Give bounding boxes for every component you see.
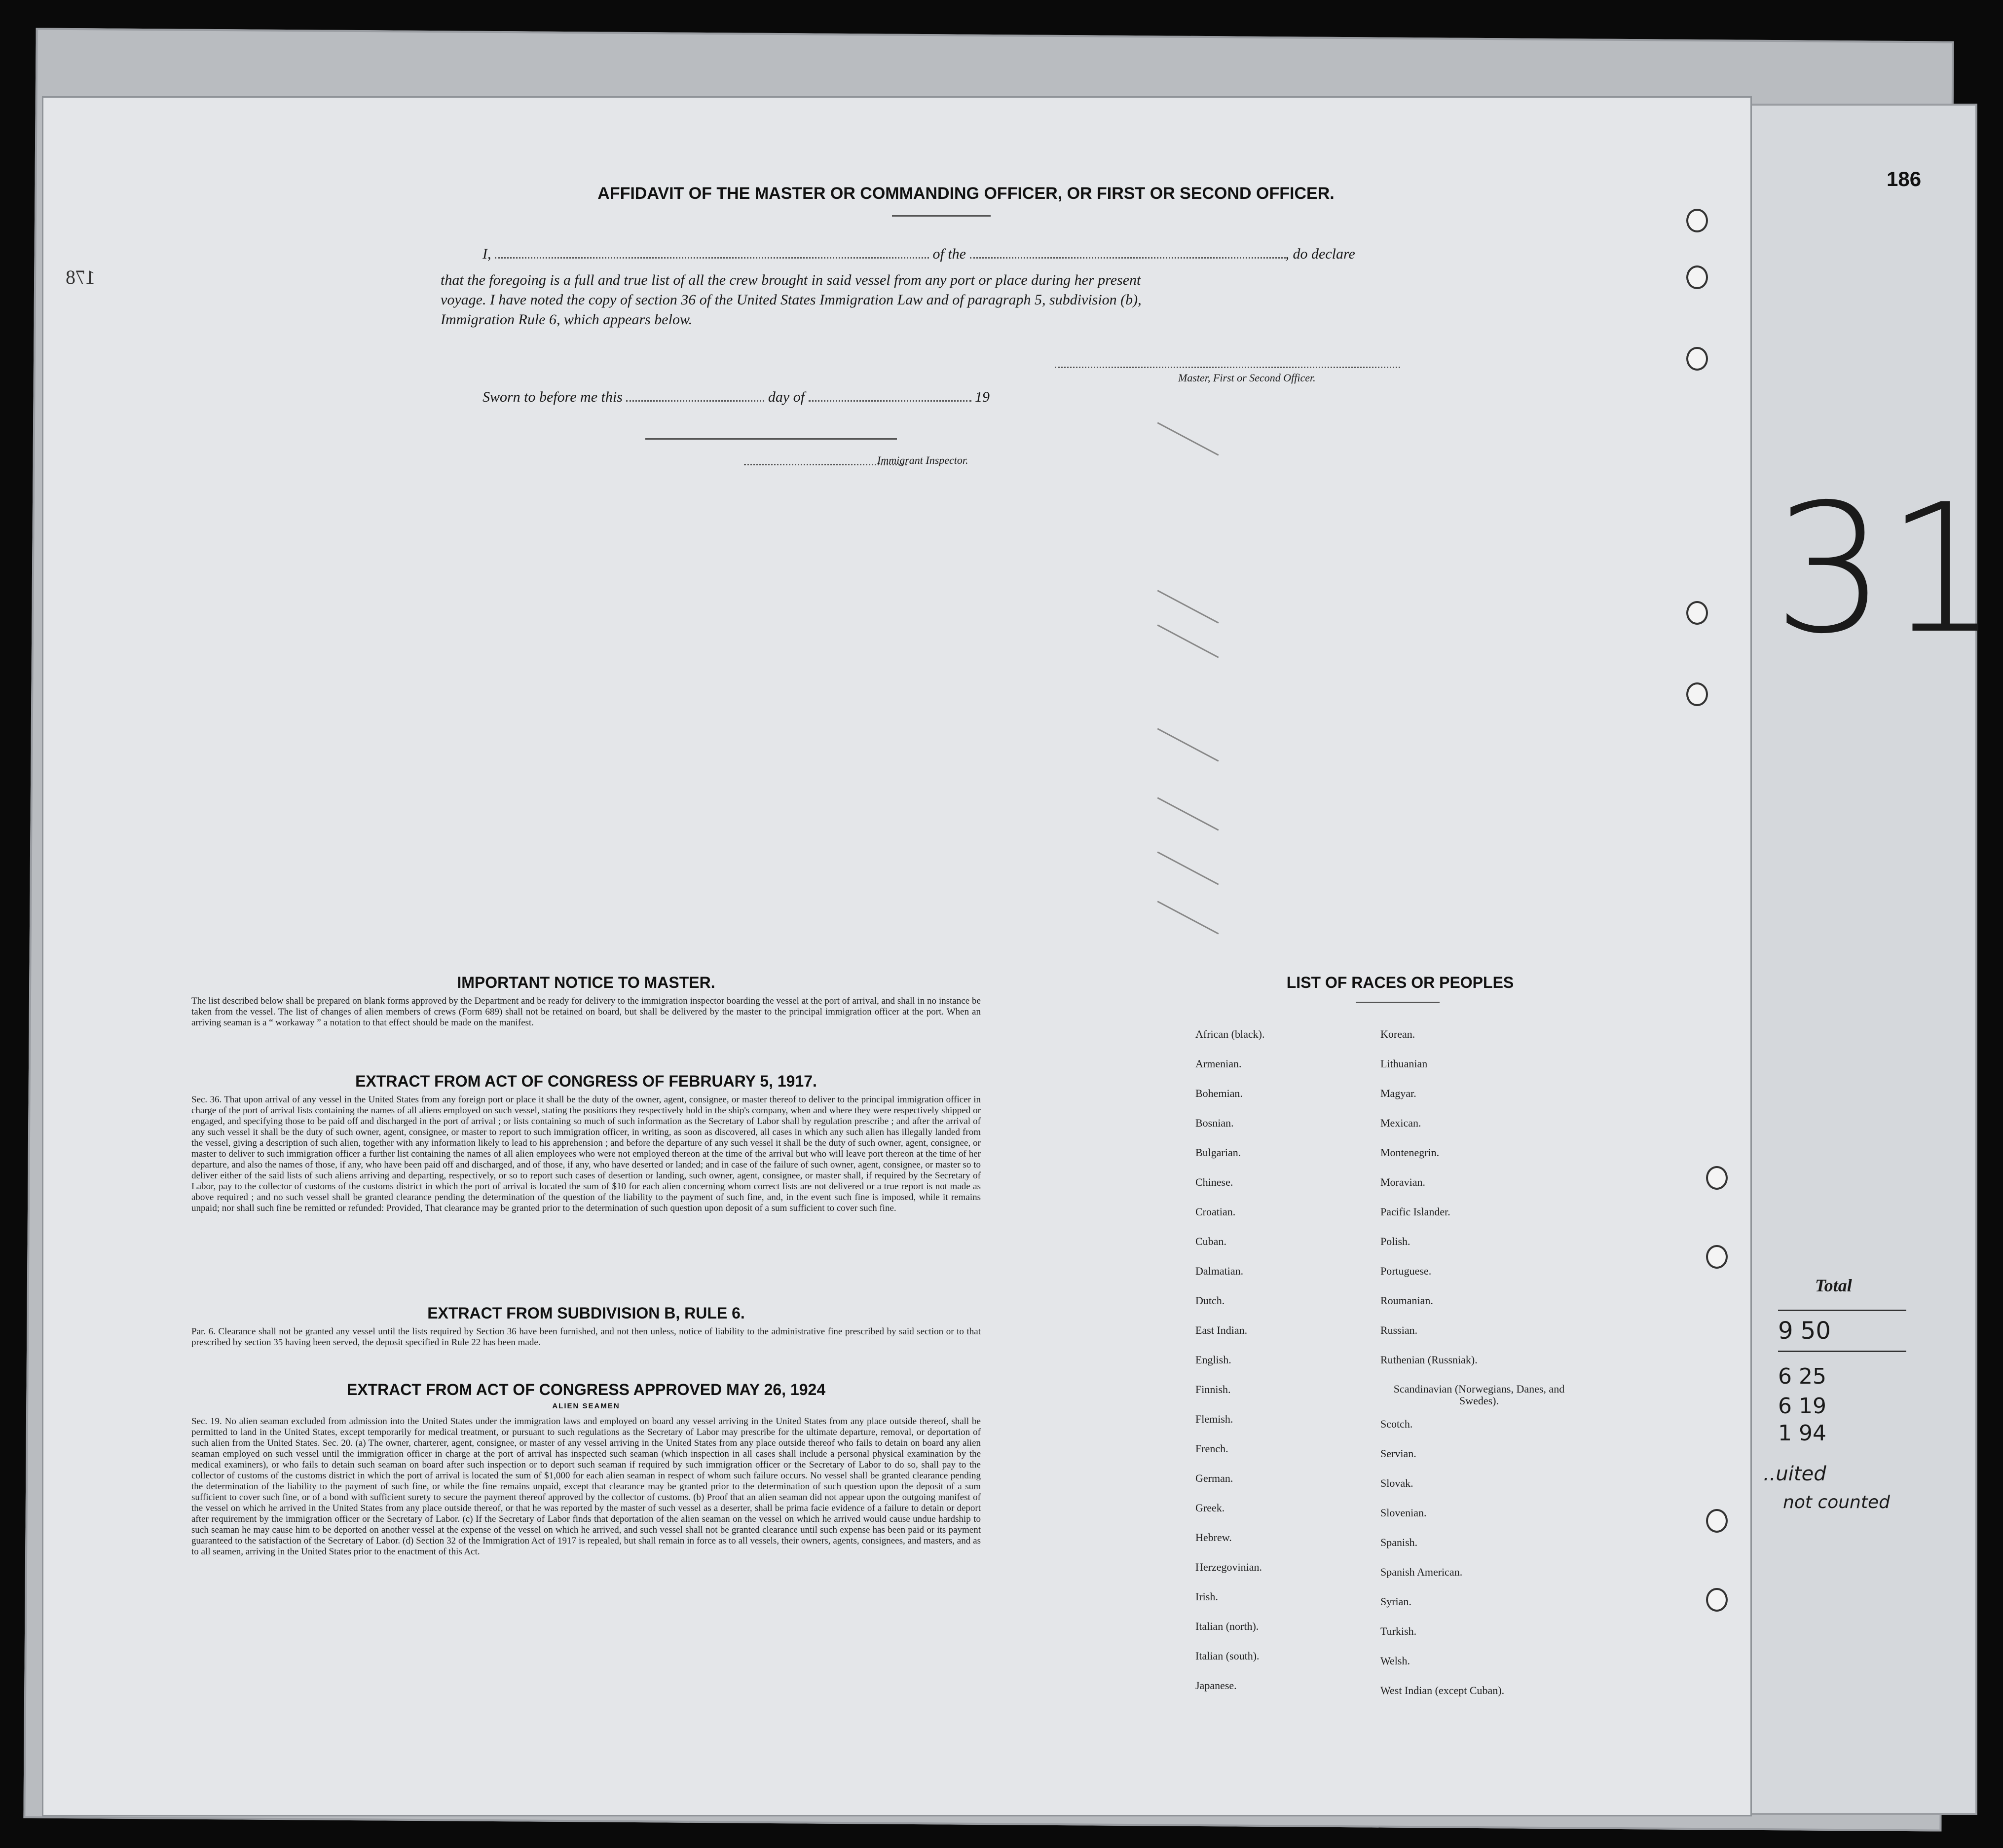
race-item: Dalmatian. [1195, 1265, 1244, 1277]
race-item: Magyar. [1380, 1087, 1416, 1099]
race-item: Herzegovinian. [1195, 1561, 1262, 1573]
race-item: Syrian. [1380, 1595, 1411, 1608]
extract-rule6-title: EXTRACT FROM SUBDIVISION B, RULE 6. [427, 1304, 745, 1322]
margin-note: 178 [66, 266, 95, 288]
race-item: Bohemian. [1195, 1087, 1243, 1099]
race-item: Pacific Islander. [1380, 1206, 1450, 1218]
total-value-4: 1 94 [1778, 1421, 1826, 1446]
check-mark [1157, 797, 1219, 830]
name-field[interactable] [495, 257, 929, 259]
sworn-line [482, 389, 1173, 406]
race-item: Ruthenian (Russniak). [1380, 1354, 1478, 1366]
race-item: Russian. [1380, 1324, 1418, 1336]
races-left-column [1195, 1028, 1403, 1709]
affidavit-body-line-1: that the foregoing is a full and true list of all the crew brought in said vessel from any port or place during her present [441, 272, 1141, 288]
punch-hole [1706, 1166, 1728, 1190]
check-mark [1157, 901, 1219, 934]
punch-hole [1706, 1588, 1728, 1612]
race-item: Bulgarian. [1195, 1146, 1241, 1159]
punch-hole [1706, 1245, 1728, 1269]
punch-hole [1686, 601, 1708, 625]
race-item: Welsh. [1380, 1655, 1410, 1667]
sworn-label: Sworn to before me this [482, 389, 623, 405]
i-label: I, [482, 246, 491, 262]
vessel-field[interactable] [970, 257, 1286, 259]
race-item: Hebrew. [1195, 1531, 1232, 1544]
race-item: Finnish. [1195, 1383, 1231, 1395]
declare-label: , do declare [1285, 246, 1355, 262]
total-value-3: 6 19 [1778, 1394, 1826, 1419]
punch-hole [1686, 265, 1708, 289]
race-item: Cuban. [1195, 1235, 1226, 1247]
race-item: Japanese. [1195, 1679, 1237, 1692]
total-value-2: 6 25 [1778, 1364, 1826, 1389]
year-label: 19 [975, 389, 990, 405]
races-title: LIST OF RACES OR PEOPLES [1286, 974, 1514, 991]
affidavit-body-line-2: voyage. I have noted the copy of section 36 of the United States Immigration Law and of paragraph 5, subdivision (b), [441, 292, 1142, 308]
affidavit-body-line-3: Immigration Rule 6, which appears below. [441, 311, 693, 328]
races-right-column [1380, 1028, 1578, 1714]
race-item: Scandinavian (Norwegians, Danes, and Swedes). [1393, 1383, 1565, 1407]
handwritten-big-number: 31 [1773, 466, 2000, 673]
race-item: Montenegrin. [1380, 1146, 1440, 1159]
manifest-page [42, 96, 1752, 1816]
total-value-1: 9 50 [1778, 1310, 1906, 1352]
race-item: Scotch. [1380, 1418, 1413, 1430]
day-field[interactable] [626, 400, 764, 402]
handwritten-note-2: not counted [1783, 1492, 1890, 1512]
race-item: German. [1195, 1472, 1233, 1484]
affidavit-declaration-line [482, 246, 1445, 263]
race-item: Croatian. [1195, 1206, 1236, 1218]
race-item: Mexican. [1380, 1117, 1421, 1129]
race-item: Bosnian. [1195, 1117, 1234, 1129]
signature-label: Master, First or Second Officer. [1178, 372, 1316, 384]
of-the-label: of the [932, 246, 966, 262]
title-rule [892, 215, 991, 217]
check-mark [1157, 590, 1219, 623]
race-item: Korean. [1380, 1028, 1415, 1040]
race-item: French. [1195, 1442, 1228, 1455]
race-item: Italian (north). [1195, 1620, 1259, 1632]
inspector-line-1[interactable] [645, 438, 897, 440]
races-title-rule [1356, 1002, 1440, 1003]
race-item: Chinese. [1195, 1176, 1233, 1188]
month-field[interactable] [809, 400, 971, 402]
total-label: Total [1815, 1276, 1852, 1295]
race-item: Slovak. [1380, 1477, 1413, 1489]
affidavit-body [441, 270, 1452, 330]
race-item: Polish. [1380, 1235, 1410, 1247]
extract-1924-text: Sec. 19. No alien seaman excluded from admission into the United States under the immigration laws and employed on board any vessel arriving in the United States from any place outside thereof, shall be permitted to land in the United States, except temporarily for medical treatment, or pursuant to such regulations as the Secretary of Labor may prescribe for the ultimate departure, removal, or deportation of such alien from the United States. Sec. 20. (a) The owner, charterer, agent, consignee, or master of any vessel arriving in the United States from any place outside thereof who fails to detain on board any alien seaman employed on such vessel until the immigration officer in charge at the port of arrival has inspected such seaman (which inspection in all cases shall include a personal physical examination by the medical examiners), or who fails to detain such seaman on board after such inspection or to deport such seaman if required by such immigration officer or the Secretary of Labor to do so, shall pay to the collector of customs of the customs district in which the port of arrival is located the sum of $1,000 for each alien seaman in respect of whom such failure occurs. No vessel shall be granted clearance pending the determination of the liability to the payment of such fine, or while the fine remains unpaid, except that clearance may be granted prior to the determination of such question upon the deposit of a sum sufficient to cover such fine, or of a bond with sufficient surety to secure the payment thereof approved by the collector of customs. (b) Proof that an alien seaman did not appear upon the outgoing manifest of the vessel on which he arrived in the United States from any place outside thereof, or that he was reported by the master of such vessel as a deserter, shall be prima facie evidence of a failure to detain or deport after requirement by the immigration officer or the Secretary of Labor. (c) If the Secretary of Labor finds that deportation of the alien seaman on the vessel on which he arrived would cause undue hardship to such seaman he may cause him to be deported on another vessel at the expense of the vessel on which he arrived, and such vessel shall not be granted clearance until such expense has been paid or its payment guaranteed to the satisfaction of the Secretary of Labor. (d) Section 32 of the Immigration Act of 1917 is repealed, but shall remain in force as to all vessels, their owners, agents, consignees, and masters, and as to all seamen, arriving in the United States prior to the enactment of this Act. [191, 1416, 981, 1557]
signature-line[interactable] [1055, 367, 1400, 368]
race-item: Spanish. [1380, 1536, 1418, 1548]
race-item: Lithuanian [1380, 1057, 1428, 1070]
extract-1924-subtitle: ALIEN SEAMEN [552, 1402, 620, 1410]
race-item: Slovenian. [1380, 1507, 1427, 1519]
race-item: Irish. [1195, 1590, 1218, 1603]
race-item: Servian. [1380, 1447, 1416, 1460]
race-item: Roumanian. [1380, 1294, 1433, 1307]
extract-1924-title: EXTRACT FROM ACT OF CONGRESS APPROVED MAY 26, 1924 [346, 1381, 826, 1398]
race-item: Italian (south). [1195, 1650, 1260, 1662]
race-item: Moravian. [1380, 1176, 1426, 1188]
check-mark [1157, 851, 1219, 885]
check-mark [1157, 422, 1219, 455]
inspector-label: Immigrant Inspector. [877, 454, 968, 466]
race-item: Spanish American. [1380, 1566, 1463, 1578]
punch-hole [1686, 347, 1708, 371]
race-item: African (black). [1195, 1028, 1265, 1040]
punch-hole [1686, 209, 1708, 232]
race-item: Armenian. [1195, 1057, 1242, 1070]
affidavit-title: AFFIDAVIT OF THE MASTER OR COMMANDING OFFICER, OR FIRST OR SECOND OFFICER. [597, 184, 1335, 203]
race-item: West Indian (except Cuban). [1380, 1684, 1505, 1697]
notice-title: IMPORTANT NOTICE TO MASTER. [457, 974, 715, 991]
handwritten-note-1: ..uited [1763, 1463, 1826, 1485]
check-mark [1157, 624, 1219, 658]
extract-1917-text: Sec. 36. That upon arrival of any vessel in the United States from any foreign port or place it shall be the duty of the owner, agent, consignee, or master thereof to deliver to the principal immigration officer in charge of the port of arrival lists containing the names of all aliens employed on such vessel, stating the positions they respectively hold in the ship's company, when and where they were respectively shipped or engaged, and specifying those to be paid off and discharged in the port of arrival ; or lists containing so much of such information as the Secretary of Labor shall by regulation prescribe ; and after the arrival of any such vessel it shall be the duty of such owner, agent, consignee, or master to report to such immigration officer, in writing, as soon as discovered, all cases in which any such alien has illegally landed from the vessel, giving a description of such alien, together with any information likely to lead to his apprehension ; and before the departure of any such vessel it shall be the duty of such owner, agent, consignee, or master to deliver to such immigration officer a further list containing the names of all alien employees who were not employed thereon at the time of the arrival but who will leave port thereon at the time of her departure, and also the names of those, if any, who have been paid off and discharged, and of those, if any, who have deserted or landed; and in case of the failure of such owner, agent, consignee, or master so to deliver either of the said lists of such aliens arriving and departing, respectively, or so to report such cases of desertion or landing, such owner, agent, consignee, or master shall, if required by the Secretary of Labor, pay to the collector of customs of the customs district in which the port of arrival is located the sum of $10 for each alien concerning whom correct lists are not delivered or a true report is not made as above required ; and no such vessel shall be granted clearance pending the determination of the question of the liability to the payment of such fine, and, in the event such fine is imposed, while it remains unpaid; nor shall such fine be remitted or refunded: Provided, That clearance may be granted prior to the determination of such question upon deposit of a sum sufficient to cover such fine. [191, 1094, 981, 1213]
race-item: Dutch. [1195, 1294, 1225, 1307]
race-item: Turkish. [1380, 1625, 1417, 1637]
race-item: English. [1195, 1354, 1231, 1366]
race-item: Flemish. [1195, 1413, 1233, 1425]
day-of-label: day of [768, 389, 805, 405]
check-mark [1157, 728, 1219, 761]
race-item: Portuguese. [1380, 1265, 1432, 1277]
race-item: Greek. [1195, 1502, 1225, 1514]
notice-text: The list described below shall be prepared on blank forms approved by the Department and be ready for delivery to the immigration inspector boarding the vessel at the port of arrival, and shall in no instance be taken from the vessel. The list of changes of alien members of crews (Form 689) shall not be retained on board, but shall be delivered by the master to the principal immigration officer at the port. When an arriving seaman is a “ workaway ” a notation to that effect should be made on the manifest. [191, 996, 981, 1028]
race-item: East Indian. [1195, 1324, 1248, 1336]
punch-hole [1706, 1509, 1728, 1533]
right-sheet [1727, 104, 2000, 1815]
punch-hole [1686, 682, 1708, 706]
page-number: 186 [1887, 167, 1922, 190]
extract-rule6-text: Par. 6. Clearance shall not be granted any vessel until the lists required by Section 36 have been furnished, and not then unless, notice of liability to the administrative fine prescribed by said section or to that prescribed by section 35 having been served, the deposit specified in Rule 22 has been made. [191, 1326, 981, 1348]
extract-1917-title: EXTRACT FROM ACT OF CONGRESS OF FEBRUARY 5, 1917. [355, 1072, 817, 1090]
